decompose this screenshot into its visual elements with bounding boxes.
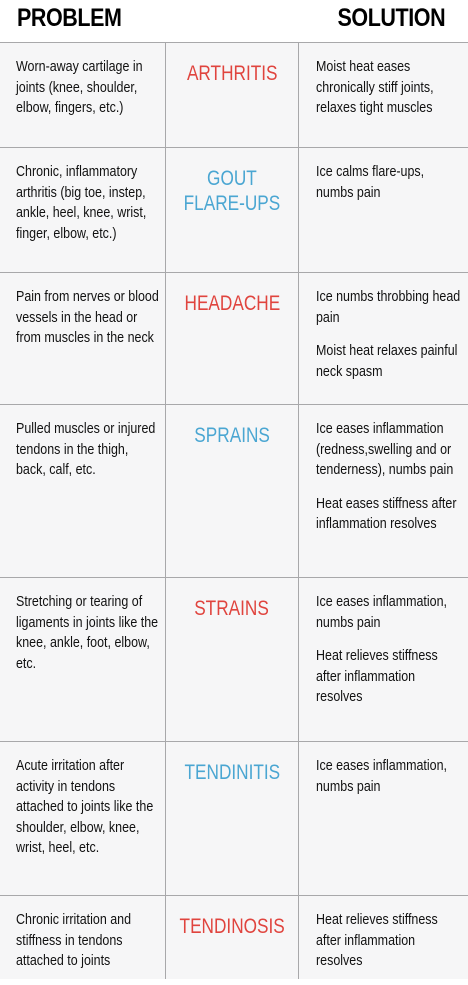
solution-text: Ice eases inflammation (redness,swelling and or tenderness), numbs pain <box>316 421 454 478</box>
solution-cell <box>316 287 464 395</box>
problem-cell: Stretching or tearing of ligaments in joints like the knee, ankle, foot, elbow, etc. <box>16 594 159 672</box>
table-row <box>0 742 468 896</box>
solution-cell <box>316 162 464 216</box>
table-row <box>0 148 468 273</box>
solution-text: Ice eases inflammation, numbs pain <box>316 758 448 795</box>
table-header <box>0 0 468 42</box>
problem-cell: Worn-away cartilage in joints (knee, shoulder, elbow, fingers, etc.) <box>16 59 143 116</box>
problem-cell: Chronic irritation and stiffness in tendons attached to joints <box>16 912 132 969</box>
solution-column-header: SOLUTION <box>337 4 445 32</box>
condition-label: ARTHRITIS <box>186 62 278 85</box>
condition-label: SPRAINS <box>194 424 270 447</box>
condition-label: HEADACHE <box>184 292 280 315</box>
solution-text: Moist heat relaxes painful neck spasm <box>316 343 458 380</box>
table-row <box>0 578 468 742</box>
solution-cell <box>316 756 464 810</box>
solution-text: Ice eases inflammation, numbs pain <box>316 594 448 631</box>
solution-text: Ice numbs throbbing head pain <box>316 289 461 326</box>
problem-column-header: PROBLEM <box>17 4 122 32</box>
table-row <box>0 273 468 405</box>
solution-cell <box>316 57 464 132</box>
condition-label: TENDINOSIS <box>179 915 285 938</box>
problem-solution-table <box>0 42 468 979</box>
solution-cell <box>316 592 464 721</box>
condition-label: TENDINITIS <box>184 761 280 784</box>
problem-cell: Chronic, inflammatory arthritis (big toe, instep, ankle, heel, knee, wrist, finger, elbow, etc.) <box>16 164 147 242</box>
table-row <box>0 43 468 148</box>
problem-cell: Pain from nerves or blood vessels in the head or from muscles in the neck <box>16 289 159 346</box>
solution-cell <box>316 910 464 985</box>
condition-label: GOUT FLARE-UPS <box>183 167 281 215</box>
condition-label: STRAINS <box>194 597 270 620</box>
table-row <box>0 896 468 979</box>
table-row <box>0 405 468 578</box>
problem-cell: Pulled muscles or injured tendons in the thigh, back, calf, etc. <box>16 421 156 478</box>
solution-text: Heat eases stiffness after inflammation resolves <box>316 495 457 532</box>
solution-cell <box>316 419 464 548</box>
solution-text: Ice calms flare-ups, numbs pain <box>316 164 425 201</box>
problem-cell: Acute irritation after activity in tendons attached to joints like the shoulder, elbow, knee, wrist, heel, etc. <box>16 758 154 856</box>
solution-text: Heat relieves stiffness after inflammation resolves <box>316 912 438 969</box>
solution-text: Heat relieves stiffness after inflammation resolves <box>316 648 438 705</box>
solution-text: Moist heat eases chronically stiff joints, relaxes tight muscles <box>316 59 434 116</box>
